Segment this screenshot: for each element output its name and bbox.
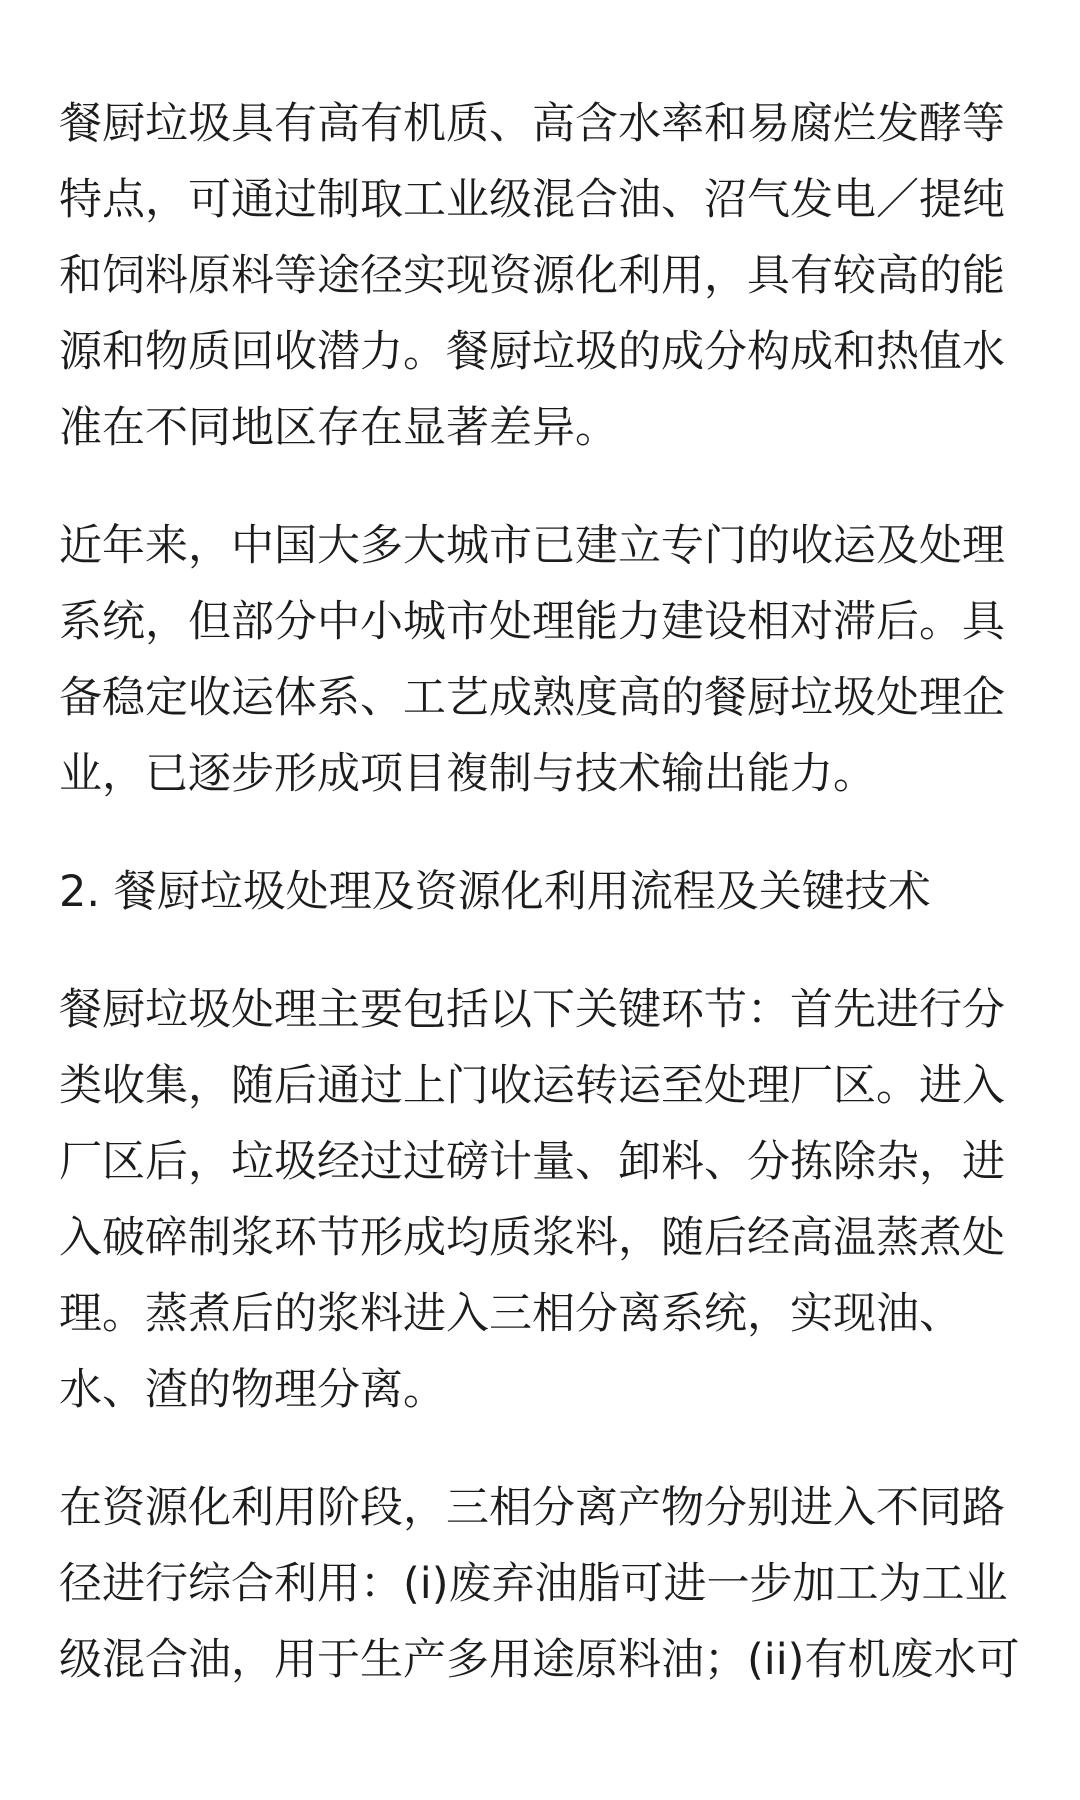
text-line: 和饲料原料等途径实现资源化利用，具有较高的能 xyxy=(59,251,1005,301)
text-line: 准在不同地区存在显著差异。 xyxy=(59,403,618,453)
text-line: 厂区后，垃圾经过过磅计量、卸料、分拣除杂，进 xyxy=(59,1137,1005,1187)
section-heading xyxy=(59,854,1023,930)
text-line: 水、渣的物理分离。 xyxy=(59,1365,446,1415)
text-line: 餐厨垃圾处理主要包括以下关键环节：首先进行分 xyxy=(59,985,1005,1035)
text-line: 近年来，中国大多大城市已建立专门的收运及处理 xyxy=(59,521,1005,571)
article-body xyxy=(59,86,1023,1740)
text-line: 在资源化利用阶段，三相分离产物分别进入不同路 xyxy=(59,1483,1005,1533)
paragraph-characteristics xyxy=(59,86,1023,466)
text-line: 特点，可通过制取工业级混合油、沼气发电／提纯 xyxy=(59,175,1005,225)
paragraph-process xyxy=(59,972,1023,1428)
text-line: 业，已逐步形成项目複制与技术输出能力。 xyxy=(59,749,876,799)
text-line: 级混合油，用于生产多用途原料油；(ii)有机废水可 xyxy=(59,1635,1020,1685)
text-line: 餐厨垃圾具有高有机质、高含水率和易腐烂发酵等 xyxy=(59,99,1005,149)
text-line: 系统，但部分中小城市处理能力建设相对滞后。具 xyxy=(59,597,1005,647)
paragraph-utilization xyxy=(59,1470,1023,1698)
section-heading-text: 2. 餐厨垃圾处理及资源化利用流程及关键技术 xyxy=(59,867,931,917)
text-line: 入破碎制浆环节形成均质浆料，随后经高温蒸煮处 xyxy=(59,1213,1005,1263)
text-line: 备稳定收运体系、工艺成熟度高的餐厨垃圾处理企 xyxy=(59,673,1005,723)
paragraph-status xyxy=(59,508,1023,812)
text-line: 理。蒸煮后的浆料进入三相分离系统，实现油、 xyxy=(59,1289,962,1339)
text-line: 源和物质回收潜力。餐厨垃圾的成分构成和热值水 xyxy=(59,327,1005,377)
text-line: 径进行综合利用：(i)废弃油脂可进一步加工为工业 xyxy=(59,1559,1008,1609)
text-line: 类收集，随后通过上门收运转运至处理厂区。进入 xyxy=(59,1061,1005,1111)
